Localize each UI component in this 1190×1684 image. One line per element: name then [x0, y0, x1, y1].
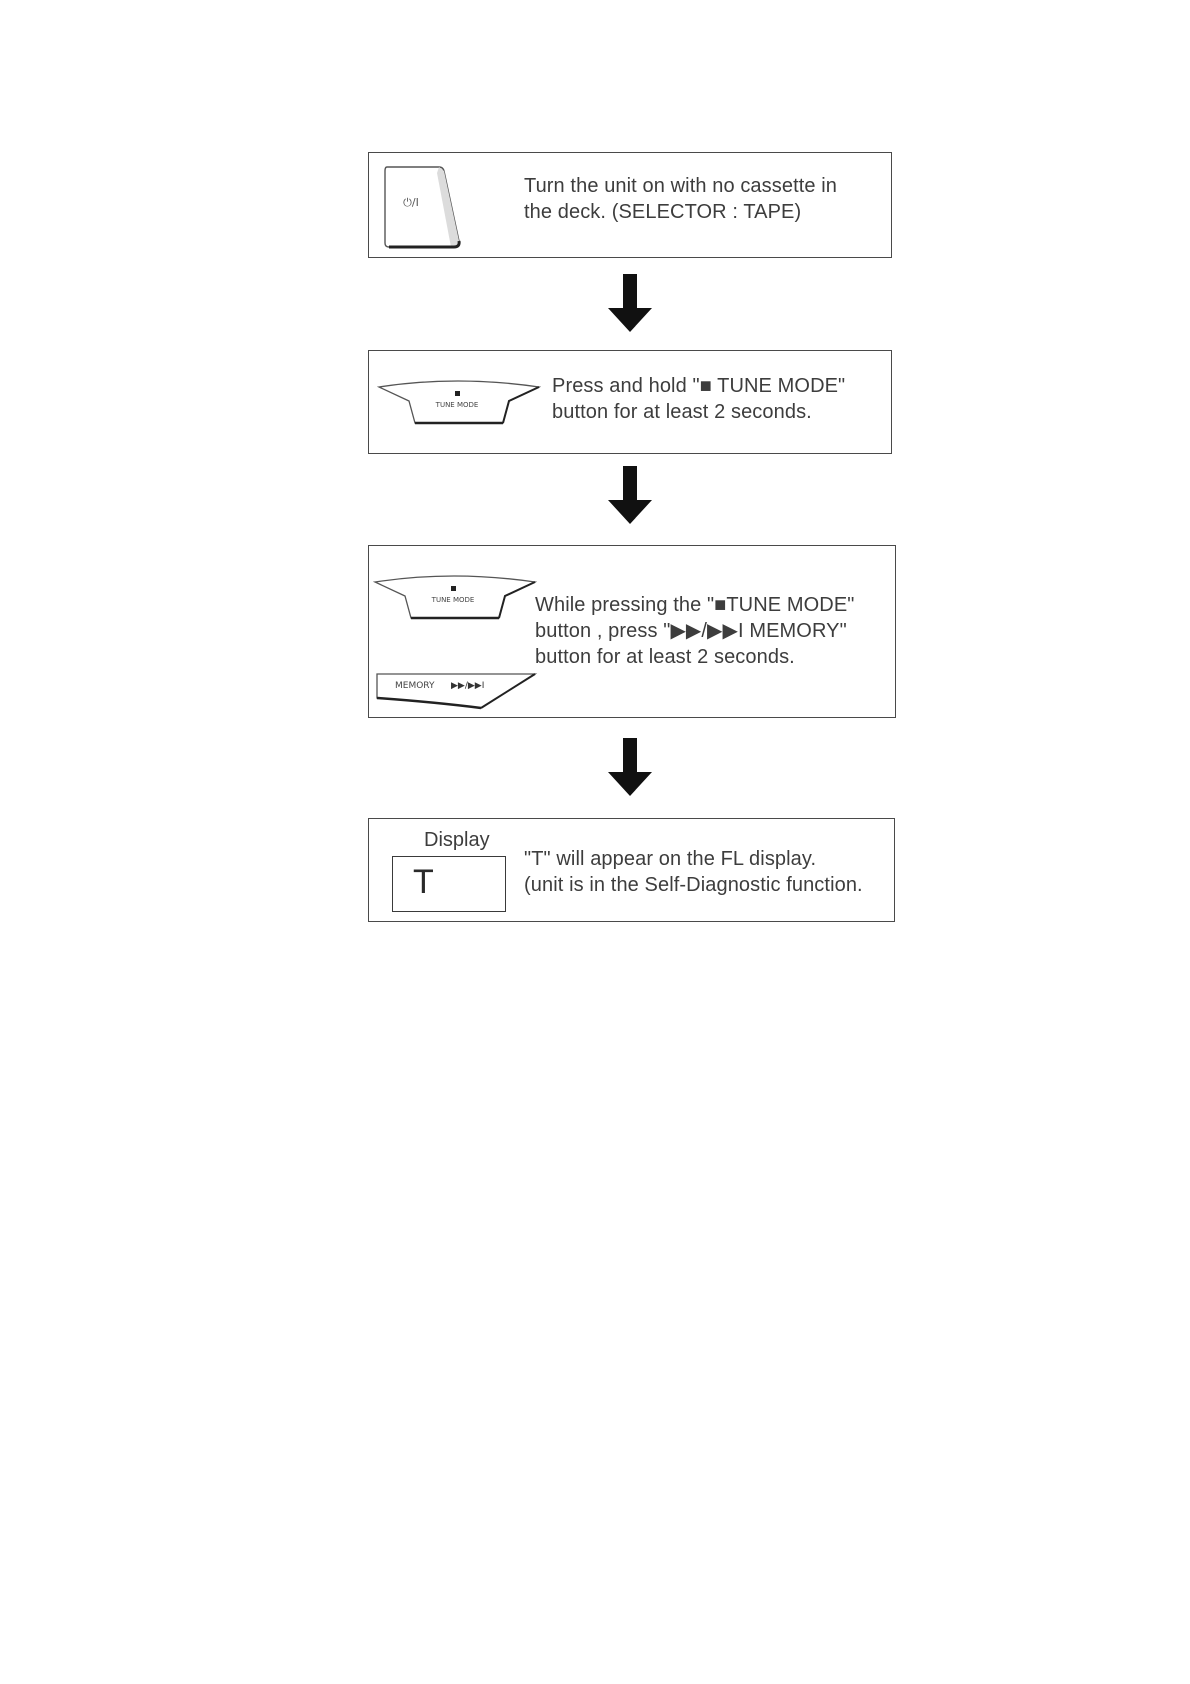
step-1-box [368, 152, 892, 258]
memory-label: MEMORY [395, 681, 435, 691]
step-4-text [524, 846, 863, 898]
down-arrow-icon [606, 274, 654, 334]
step-3-text [535, 592, 854, 670]
down-arrow-icon [606, 466, 654, 526]
step-3-box [368, 545, 896, 718]
step-4-line-2: (unit is in the Self-Diagnostic function. [524, 874, 863, 896]
step-4-line-1: "T" will appear on the FL display. [524, 848, 817, 870]
step-1-line-2: the deck. (SELECTOR : TAPE) [524, 201, 802, 223]
step-3-line-2: button , press "▶▶/▶▶I MEMORY" [535, 620, 847, 642]
step-3-line-3: button for at least 2 seconds. [535, 646, 795, 668]
step-1-text [524, 173, 837, 225]
step-2-box [368, 350, 892, 454]
tune-mode-label: TUNE MODE [431, 596, 475, 604]
step-2-line-2: button for at least 2 seconds. [552, 401, 812, 423]
tune-mode-button-icon [373, 574, 537, 626]
display-value: T [413, 863, 434, 901]
memory-symbol: ▶▶/▶▶I [451, 681, 485, 691]
power-button-icon [381, 163, 463, 249]
step-2-line-1: Press and hold "■ TUNE MODE" [552, 375, 846, 397]
tune-mode-button-icon [377, 379, 541, 431]
step-1-line-1: Turn the unit on with no cassette in [524, 175, 838, 197]
step-2-text [552, 373, 845, 425]
fl-display [392, 856, 506, 912]
power-button-label: ⏻/I [403, 196, 419, 209]
memory-button-icon [373, 672, 539, 712]
step-3-line-1: While pressing the "■TUNE MODE" [535, 594, 855, 616]
display-label: Display [424, 829, 490, 851]
down-arrow-icon [606, 738, 654, 798]
tune-mode-label: TUNE MODE [435, 401, 479, 409]
step-4-box [368, 818, 895, 922]
